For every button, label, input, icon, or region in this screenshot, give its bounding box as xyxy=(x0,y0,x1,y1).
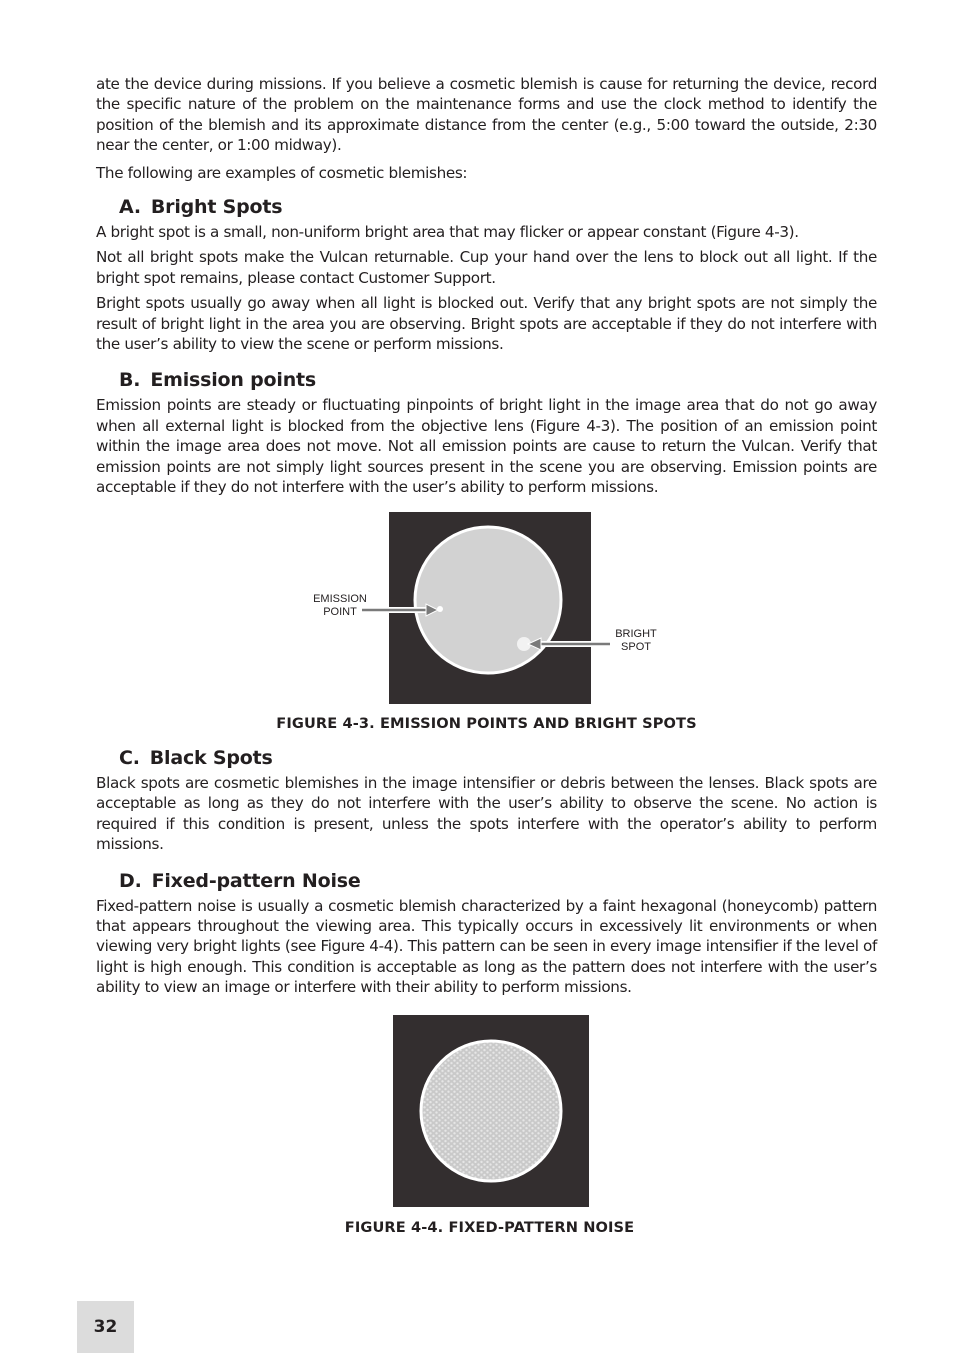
section-title: Fixed-pattern Noise xyxy=(151,869,361,892)
intro-paragraph: ate the device during missions. If you believe a cosmetic blemish is cause for returning the device, record the specific nature of the problem on the maintenance forms and use the clock method to identify the position of the blemish and its approximate distance from the center (e.g., 5:00 toward the outside, 2:30 near the center, or 1:00 midway). xyxy=(96,75,877,155)
figure-4-3-illustration xyxy=(96,512,877,704)
bright-spot-callout xyxy=(606,628,666,654)
figure-fixed-pattern-noise xyxy=(96,1015,877,1207)
bright-spots-paragraph-2: Not all bright spots make the Vulcan returnable. Cup your hand over the lens to block out all light. If the bright spot remains, please contact Customer Support. xyxy=(96,248,877,287)
section-letter: C. xyxy=(119,746,140,769)
section-letter: D. xyxy=(119,869,142,892)
bright-spots-paragraph-1: A bright spot is a small, non-uniform bright area that may flicker or appear constant (Figure 4-3). xyxy=(96,223,799,242)
section-title: Emission points xyxy=(150,369,317,392)
figure-4-3-caption: FIGURE 4-3. EMISSION POINTS AND BRIGHT SPOTS xyxy=(276,714,697,732)
callout-line: POINT xyxy=(323,605,357,618)
section-heading-fixed-pattern-noise xyxy=(119,869,877,893)
black-spots-paragraph: Black spots are cosmetic blemishes in the image intensifier or debris between the lenses. Black spots are acceptable as long as they do not interfere with the user’s ability to observe the scene. No action is required if this condition is present, unless the spots interfere with the operator’s ability to perform missions. xyxy=(96,773,877,854)
fixed-pattern-noise-paragraph: Fixed-pattern noise is usually a cosmetic blemish characterized by a faint hexagonal (honeycomb) pattern that appears throughout the viewing area. This typically occurs in excessively lit environments or when viewing very bright lights (see Figure 4-4). This pattern can be seen in every image intensifier if the level of light is high enough. This condition is acceptable as long as the pattern does not interfere with the user’s ability to view an image or interfere with their ability to perform missions. xyxy=(96,896,877,997)
section-letter: B. xyxy=(119,369,141,392)
section-heading-emission-points xyxy=(119,368,877,392)
figure-emission-points-bright-spots xyxy=(96,512,877,704)
intro-examples-line: The following are examples of cosmetic blemishes: xyxy=(96,163,468,182)
page-number-text: 32 xyxy=(93,1317,118,1337)
callout-line: SPOT xyxy=(621,640,651,653)
section-title: Bright Spots xyxy=(150,196,283,219)
section-heading-black-spots xyxy=(119,746,877,770)
lens-circle-honeycomb xyxy=(421,1041,561,1181)
page-number xyxy=(77,1301,134,1353)
document-page xyxy=(96,74,877,1238)
emission-point-dot xyxy=(437,606,443,612)
section-letter: A. xyxy=(119,196,141,219)
emission-point-callout xyxy=(302,593,378,619)
callout-line: EMISSION xyxy=(313,592,367,605)
callout-line: BRIGHT xyxy=(615,627,657,640)
figure-4-4-caption: FIGURE 4-4. FIXED-PATTERN NOISE xyxy=(344,1218,635,1236)
section-heading-bright-spots xyxy=(119,195,877,219)
emission-points-paragraph: Emission points are steady or fluctuating pinpoints of bright light in the image area that do not go away when all external light is blocked from the objective lens (Figure 4-3). The position of an emission point within the image area does not move. Not all emission points are cause to return the Vulcan. Verify that emission points are not simply light sources present in the scene you are observing. Emission points are acceptable if they do not interfere with the user’s ability to perform missions. xyxy=(96,396,877,497)
bright-spots-paragraph-3: Bright spots usually go away when all light is blocked out. Verify that any bright spots are not simply the result of bright light in the area you are observing. Bright spots are acceptable if they do not interfere with the user’s ability to view the scene or perform missions. xyxy=(96,294,877,354)
lens-circle xyxy=(415,527,561,673)
section-title: Black Spots xyxy=(149,746,273,769)
figure-4-4-illustration xyxy=(96,1015,877,1207)
